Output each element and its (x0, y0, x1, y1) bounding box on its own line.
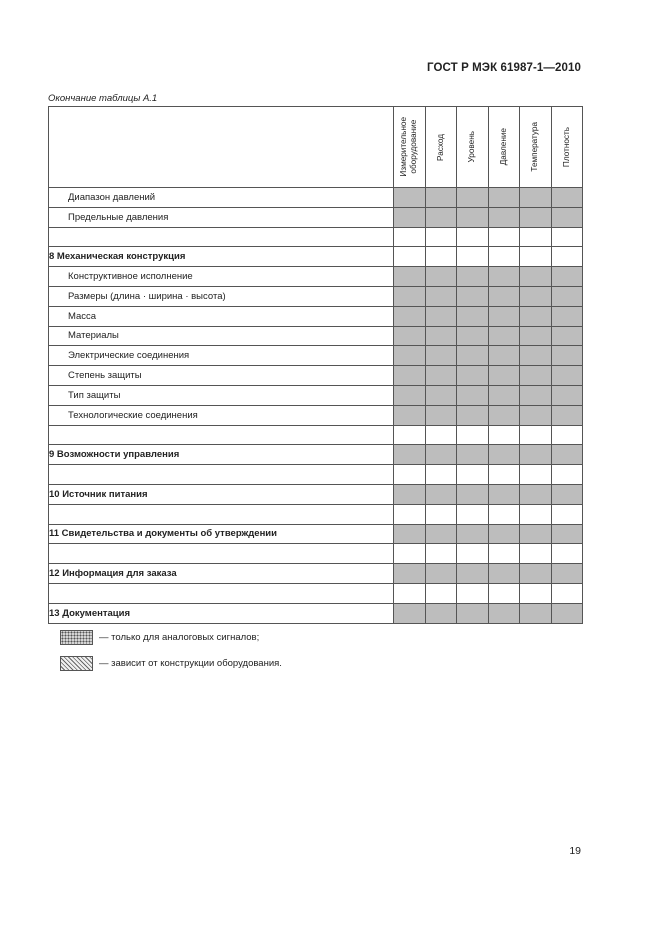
shaded-cell (457, 286, 489, 306)
shaded-cell (394, 484, 426, 504)
dotted-pattern-swatch (60, 630, 93, 645)
row-label (49, 544, 394, 564)
shaded-cell (520, 524, 552, 544)
row-label (49, 504, 394, 524)
shaded-cell (520, 346, 552, 366)
shaded-cell (425, 484, 457, 504)
col-header-flow: Расход (425, 107, 457, 188)
shaded-cell (488, 405, 520, 425)
table-row (49, 207, 583, 227)
shaded-cell (425, 286, 457, 306)
empty-cell (551, 504, 583, 524)
shaded-cell (394, 188, 426, 208)
blank-row (49, 544, 583, 564)
row-label: 13 Документация (49, 603, 394, 623)
empty-cell (394, 227, 426, 247)
legend-item-analog (60, 630, 259, 645)
col-header-line: Измерительное (399, 117, 409, 177)
shaded-cell (520, 326, 552, 346)
legend-item-design (60, 656, 282, 671)
section-row (49, 484, 583, 504)
shaded-cell (488, 484, 520, 504)
shaded-cell (457, 484, 489, 504)
shaded-cell (425, 188, 457, 208)
shaded-cell (425, 385, 457, 405)
shaded-cell (425, 267, 457, 287)
empty-cell (551, 247, 583, 267)
col-header-pressure: Давление (488, 107, 520, 188)
shaded-cell (425, 405, 457, 425)
shaded-cell (520, 564, 552, 584)
shaded-cell (394, 603, 426, 623)
empty-cell (520, 583, 552, 603)
table-row (49, 306, 583, 326)
shaded-cell (425, 603, 457, 623)
blank-row (49, 504, 583, 524)
shaded-cell (488, 306, 520, 326)
table-row (49, 326, 583, 346)
section-row (49, 247, 583, 267)
shaded-cell (551, 346, 583, 366)
requirements-table (48, 106, 583, 624)
shaded-cell (488, 524, 520, 544)
col-header-level: Уровень (457, 107, 489, 188)
empty-cell (551, 465, 583, 485)
shaded-cell (551, 326, 583, 346)
shaded-cell (457, 326, 489, 346)
shaded-cell (488, 286, 520, 306)
shaded-cell (520, 188, 552, 208)
row-label: Степень защиты (49, 366, 394, 386)
shaded-cell (394, 326, 426, 346)
table-row (49, 286, 583, 306)
shaded-cell (488, 346, 520, 366)
shaded-cell (551, 306, 583, 326)
empty-cell (425, 247, 457, 267)
empty-cell (425, 583, 457, 603)
empty-cell (457, 544, 489, 564)
empty-cell (394, 425, 426, 445)
shaded-cell (457, 524, 489, 544)
row-label (49, 465, 394, 485)
shaded-cell (394, 405, 426, 425)
row-label: Масса (49, 306, 394, 326)
empty-cell (394, 544, 426, 564)
shaded-cell (551, 366, 583, 386)
standard-designation: ГОСТ Р МЭК 61987-1—2010 (427, 62, 581, 74)
row-label: 8 Механическая конструкция (49, 247, 394, 267)
page-number: 19 (569, 845, 581, 857)
table-row (49, 188, 583, 208)
shaded-cell (551, 385, 583, 405)
row-label: 11 Свидетельства и документы об утверждении (49, 524, 394, 544)
table-row (49, 385, 583, 405)
table-header-row (49, 107, 583, 188)
shaded-cell (520, 306, 552, 326)
empty-cell (394, 504, 426, 524)
shaded-cell (551, 207, 583, 227)
shaded-cell (394, 286, 426, 306)
col-header-measuring-equipment (394, 107, 426, 188)
empty-cell (457, 227, 489, 247)
blank-row (49, 465, 583, 485)
shaded-cell (394, 524, 426, 544)
empty-cell (488, 227, 520, 247)
table-row (49, 405, 583, 425)
empty-cell (520, 425, 552, 445)
section-row (49, 564, 583, 584)
blank-row (49, 227, 583, 247)
shaded-cell (457, 603, 489, 623)
shaded-cell (551, 267, 583, 287)
row-label: Электрические соединения (49, 346, 394, 366)
shaded-cell (488, 326, 520, 346)
row-label (49, 425, 394, 445)
empty-cell (551, 583, 583, 603)
shaded-cell (551, 286, 583, 306)
shaded-cell (488, 207, 520, 227)
shaded-cell (551, 445, 583, 465)
shaded-cell (425, 366, 457, 386)
legend-text: — только для аналоговых сигналов; (99, 632, 260, 643)
shaded-cell (488, 267, 520, 287)
shaded-cell (457, 385, 489, 405)
row-label (49, 227, 394, 247)
shaded-cell (457, 445, 489, 465)
table-caption: Окончание таблицы А.1 (48, 93, 158, 104)
empty-cell (457, 583, 489, 603)
shaded-cell (551, 484, 583, 504)
empty-cell (488, 247, 520, 267)
shaded-cell (425, 207, 457, 227)
table-row (49, 267, 583, 287)
shaded-cell (457, 188, 489, 208)
shaded-cell (488, 188, 520, 208)
empty-cell (488, 583, 520, 603)
empty-cell (425, 425, 457, 445)
empty-cell (520, 504, 552, 524)
shaded-cell (520, 267, 552, 287)
empty-cell (425, 465, 457, 485)
shaded-cell (394, 346, 426, 366)
empty-cell (394, 465, 426, 485)
shaded-cell (488, 366, 520, 386)
shaded-cell (394, 306, 426, 326)
empty-cell (488, 544, 520, 564)
blank-row (49, 583, 583, 603)
shaded-cell (394, 267, 426, 287)
shaded-cell (520, 286, 552, 306)
empty-cell (394, 583, 426, 603)
header-blank-cell (49, 107, 394, 188)
shaded-cell (425, 445, 457, 465)
empty-cell (520, 465, 552, 485)
empty-cell (488, 504, 520, 524)
table-row (49, 346, 583, 366)
empty-cell (551, 425, 583, 445)
empty-cell (425, 544, 457, 564)
shaded-cell (394, 207, 426, 227)
shaded-cell (520, 405, 552, 425)
shaded-cell (520, 207, 552, 227)
row-label: 12 Информация для заказа (49, 564, 394, 584)
shaded-cell (457, 405, 489, 425)
shaded-cell (394, 366, 426, 386)
empty-cell (488, 425, 520, 445)
section-row (49, 524, 583, 544)
shaded-cell (551, 564, 583, 584)
shaded-cell (425, 346, 457, 366)
shaded-cell (394, 445, 426, 465)
shaded-cell (520, 603, 552, 623)
shaded-cell (425, 524, 457, 544)
empty-cell (551, 544, 583, 564)
shaded-cell (425, 564, 457, 584)
row-label: 9 Возможности управления (49, 445, 394, 465)
shaded-cell (520, 484, 552, 504)
row-label: Материалы (49, 326, 394, 346)
shaded-cell (457, 346, 489, 366)
shaded-cell (457, 366, 489, 386)
row-label: Предельные давления (49, 207, 394, 227)
shaded-cell (520, 445, 552, 465)
hatched-pattern-swatch (60, 656, 93, 671)
shaded-cell (488, 603, 520, 623)
shaded-cell (394, 564, 426, 584)
shaded-cell (488, 445, 520, 465)
empty-cell (551, 227, 583, 247)
empty-cell (457, 465, 489, 485)
empty-cell (520, 227, 552, 247)
blank-row (49, 425, 583, 445)
shaded-cell (551, 188, 583, 208)
section-row (49, 445, 583, 465)
col-header-density: Плотность (551, 107, 583, 188)
row-label: Тип защиты (49, 385, 394, 405)
row-label: Диапазон давлений (49, 188, 394, 208)
shaded-cell (425, 326, 457, 346)
table-row (49, 366, 583, 386)
empty-cell (520, 544, 552, 564)
empty-cell (394, 247, 426, 267)
shaded-cell (457, 267, 489, 287)
shaded-cell (488, 385, 520, 405)
empty-cell (425, 504, 457, 524)
shaded-cell (457, 564, 489, 584)
row-label: Технологические соединения (49, 405, 394, 425)
empty-cell (457, 504, 489, 524)
col-header-temperature: Температура (520, 107, 552, 188)
row-label: Конструктивное исполнение (49, 267, 394, 287)
empty-cell (520, 247, 552, 267)
col-header-line: оборудование (409, 120, 419, 174)
shaded-cell (551, 405, 583, 425)
shaded-cell (551, 524, 583, 544)
empty-cell (457, 425, 489, 445)
row-label: 10 Источник питания (49, 484, 394, 504)
row-label: Размеры (длина · ширина · высота) (49, 286, 394, 306)
shaded-cell (520, 366, 552, 386)
shaded-cell (457, 207, 489, 227)
shaded-cell (520, 385, 552, 405)
shaded-cell (457, 306, 489, 326)
section-row (49, 603, 583, 623)
shaded-cell (551, 603, 583, 623)
legend-text: — зависит от конструкции оборудования. (99, 658, 282, 669)
shaded-cell (394, 385, 426, 405)
shaded-cell (425, 306, 457, 326)
row-label (49, 583, 394, 603)
shaded-cell (488, 564, 520, 584)
empty-cell (488, 465, 520, 485)
empty-cell (425, 227, 457, 247)
empty-cell (457, 247, 489, 267)
